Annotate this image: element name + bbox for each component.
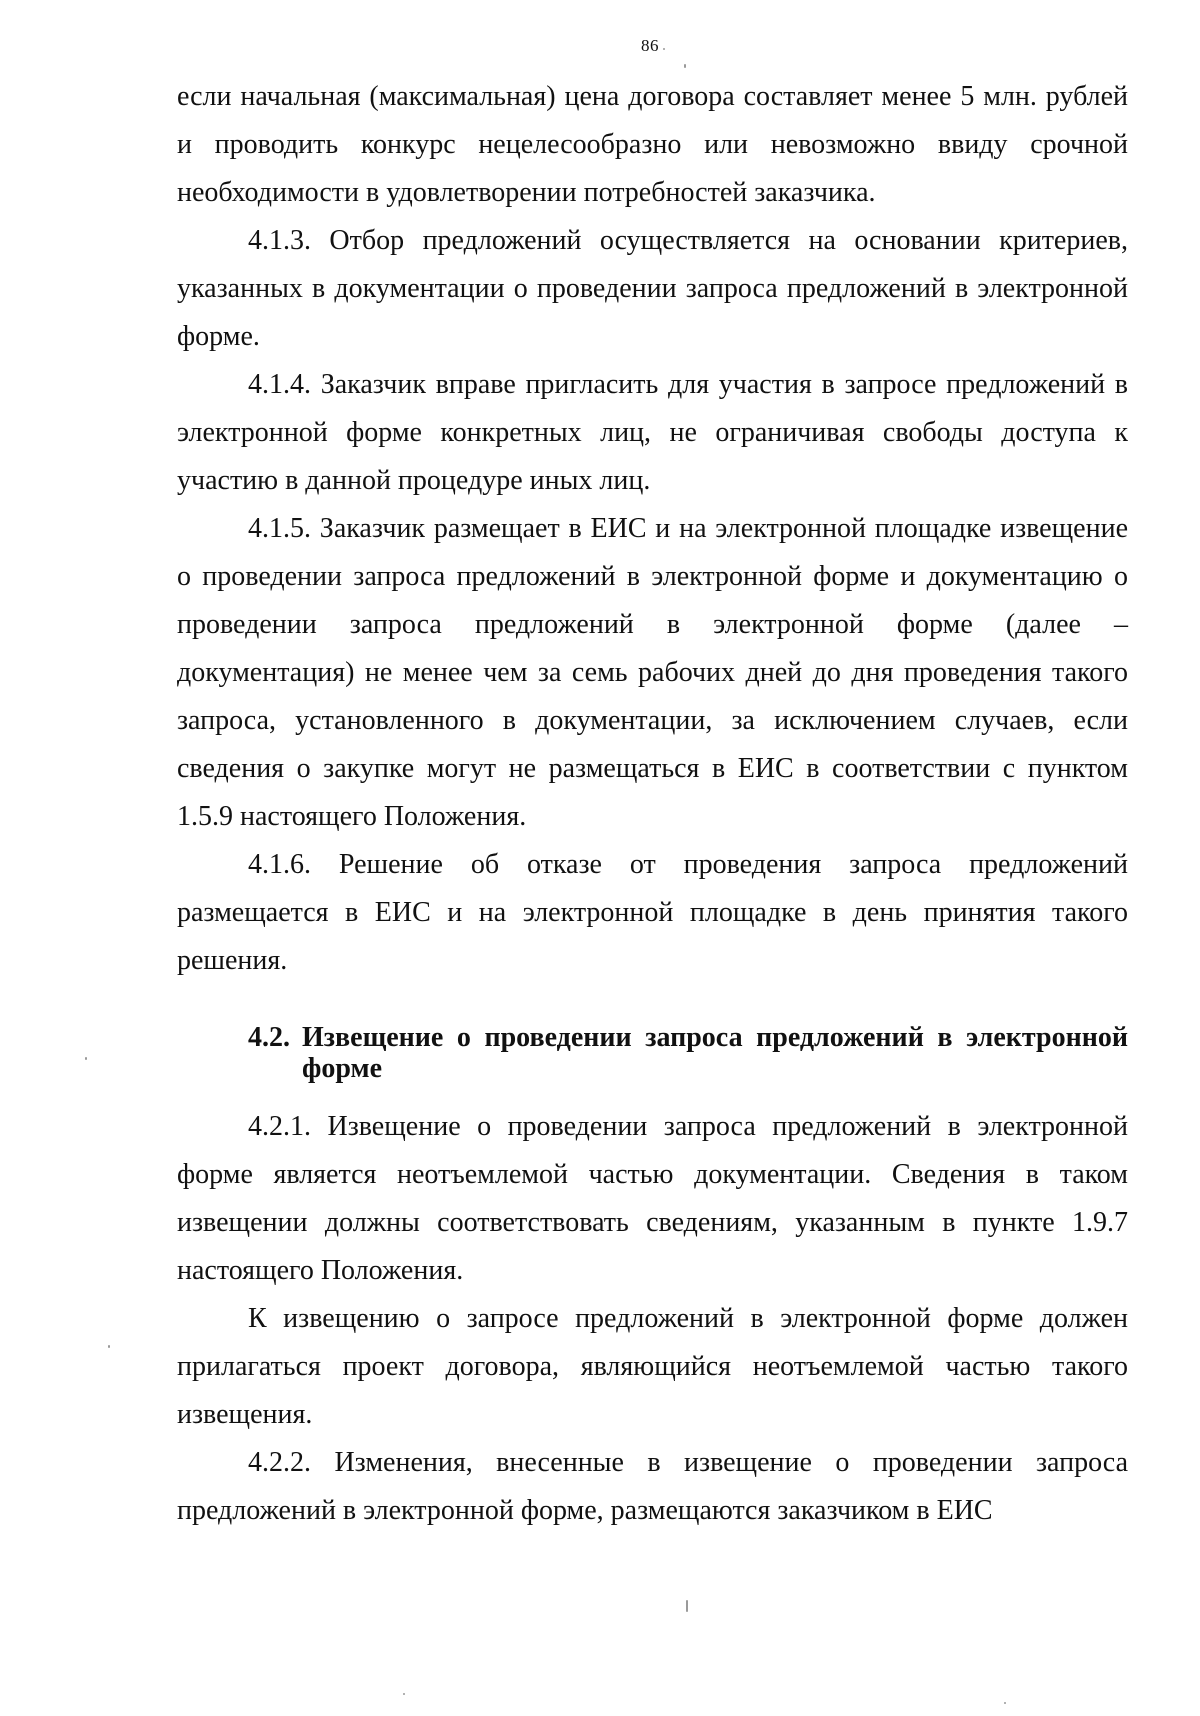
paragraph-4-1-5: 4.1.5. Заказчик размещает в ЕИС и на электронной площадке извещение о проведении запроса предложений в электронной форме и документацию о проведении запроса предложений в электронной форме (далее – документация) не менее чем за семь рабочих дней до дня проведения такого запроса, установленного в документации, за исключением случаев, если сведения о закупке могут не размещаться в ЕИС в соответствии с пунктом 1.5.9 настоящего Положения. [177, 513, 1128, 832]
paragraph-4-1-6: 4.1.6. Решение об отказе от проведения запроса предложений размещается в ЕИС и на электронной площадке в день принятия такого решения. [177, 849, 1128, 976]
page-body [177, 73, 1128, 1535]
scan-speck [663, 48, 665, 50]
scan-speck [403, 1693, 405, 1695]
section-heading [248, 1022, 1128, 1084]
scan-speck [684, 64, 686, 68]
page-number: 86 [641, 36, 659, 55]
scan-speck [1004, 1702, 1006, 1704]
paragraph-4-1-3: 4.1.3. Отбор предложений осуществляется на основании критериев, указанных в документации о проведении запроса предложений в электронной форме. [177, 225, 1128, 352]
scan-speck [108, 1345, 110, 1348]
section-title: Извещение о проведении запроса предложений в электронной форме [302, 1022, 1128, 1084]
section-number: 4.2. [248, 1022, 290, 1053]
paragraph-4-2-1: 4.2.1. Извещение о проведении запроса предложений в электронной форме является неотъемлемой частью документации. Сведения в таком извещении должны соответствовать сведениям, указанным в пункте 1.9.7 настоящего Положения. [177, 1111, 1128, 1286]
scan-speck [85, 1057, 87, 1060]
paragraph-continuation: если начальная (максимальная) цена договора составляет менее 5 млн. рублей и проводить конкурс нецелесообразно или невозможно ввиду срочной необходимости в удовлетворении потребностей заказчика. [177, 81, 1128, 208]
paragraph-4-2-2: 4.2.2. Изменения, внесенные в извещение о проведении запроса предложений в электронной форме, размещаются заказчиком в ЕИС [177, 1447, 1128, 1526]
scan-speck [686, 1600, 688, 1612]
paragraph-attachment: К извещению о запросе предложений в электронной форме должен прилагаться проект договора, являющийся неотъемлемой частью такого извещения. [177, 1303, 1128, 1430]
paragraph-4-1-4: 4.1.4. Заказчик вправе пригласить для участия в запросе предложений в электронной форме конкретных лиц, не ограничивая свободы доступа к участию в данной процедуре иных лиц. [177, 369, 1128, 496]
